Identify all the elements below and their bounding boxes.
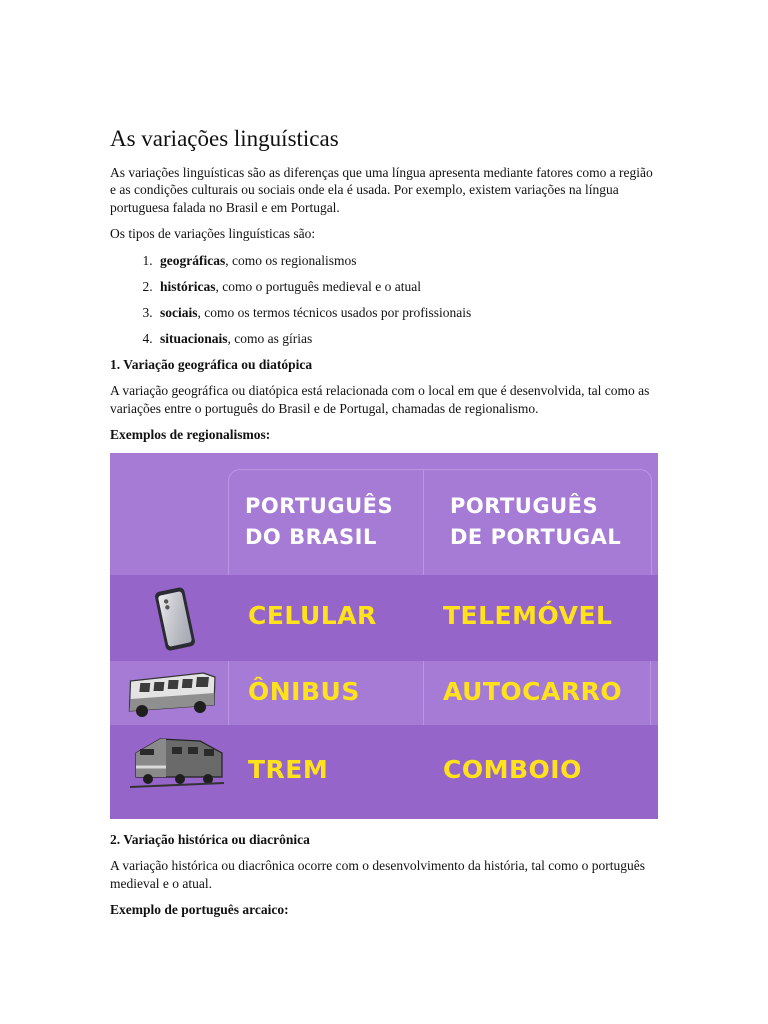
list-item-term: geográficas <box>160 252 226 268</box>
list-item-term: sociais <box>160 304 198 320</box>
bus-icon <box>120 667 220 719</box>
word-trem: TREM <box>248 754 329 784</box>
section2-heading: 2. Variação histórica ou diacrônica <box>110 831 310 847</box>
list-item <box>156 304 658 322</box>
document-page <box>110 124 658 928</box>
header-portugal <box>450 491 621 553</box>
section2-text: A variação histórica ou diacrônica ocorre com o desenvolvimento da história, tal como o português medieval e o atual. <box>110 858 645 891</box>
section1-examples-label: Exemplos de regionalismos: <box>110 427 271 443</box>
list-item-text: , como os termos técnicos usados por profissionais <box>197 304 472 320</box>
list-item-term: situacionais <box>160 330 228 346</box>
list-item <box>156 252 658 270</box>
section1-heading: 1. Variação geográfica ou diatópica <box>110 356 313 372</box>
list-item <box>156 278 658 296</box>
list-item-text: , como o português medieval e o atual <box>215 278 421 294</box>
header-brasil-line2: DO BRASIL <box>245 524 377 549</box>
header-portugal-line2: DE PORTUGAL <box>450 524 622 549</box>
word-comboio: COMBOIO <box>443 754 582 784</box>
types-list <box>110 252 658 348</box>
header-portugal-line1: PORTUGUÊS <box>450 493 599 518</box>
section2-examples-label: Exemplo de português arcaico: <box>110 902 289 918</box>
header-brasil <box>245 491 393 553</box>
word-celular: CELULAR <box>248 600 377 630</box>
word-onibus: ÔNIBUS <box>248 676 360 706</box>
page-title: As variações linguísticas <box>110 126 339 151</box>
intro-paragraph: As variações linguísticas são as diferenças que uma língua apresenta mediante fatores como a região e as condições culturais ou sociais onde ela é usada. Por exemplo, existem variações na língua portuguesa falada no Brasil e em Portugal. <box>110 164 653 215</box>
word-autocarro: AUTOCARRO <box>443 676 623 706</box>
cellphone-icon <box>146 583 204 655</box>
header-brasil-line1: PORTUGUÊS <box>245 493 394 518</box>
list-item-text: , como os regionalismos <box>225 252 357 268</box>
train-icon <box>130 731 224 791</box>
list-item <box>156 330 658 348</box>
section1-text: A variação geográfica ou diatópica está relacionada com o local em que é desenvolvida, tal como as variações entre o português do Brasil e de Portugal, chamadas de regionalismo. <box>110 383 650 416</box>
word-telemovel: TELEMÓVEL <box>443 600 613 630</box>
list-item-term: históricas <box>160 278 216 294</box>
list-item-text: , como as gírias <box>227 330 313 346</box>
types-intro: Os tipos de variações linguísticas são: <box>110 226 316 242</box>
regionalisms-infographic <box>110 453 658 819</box>
